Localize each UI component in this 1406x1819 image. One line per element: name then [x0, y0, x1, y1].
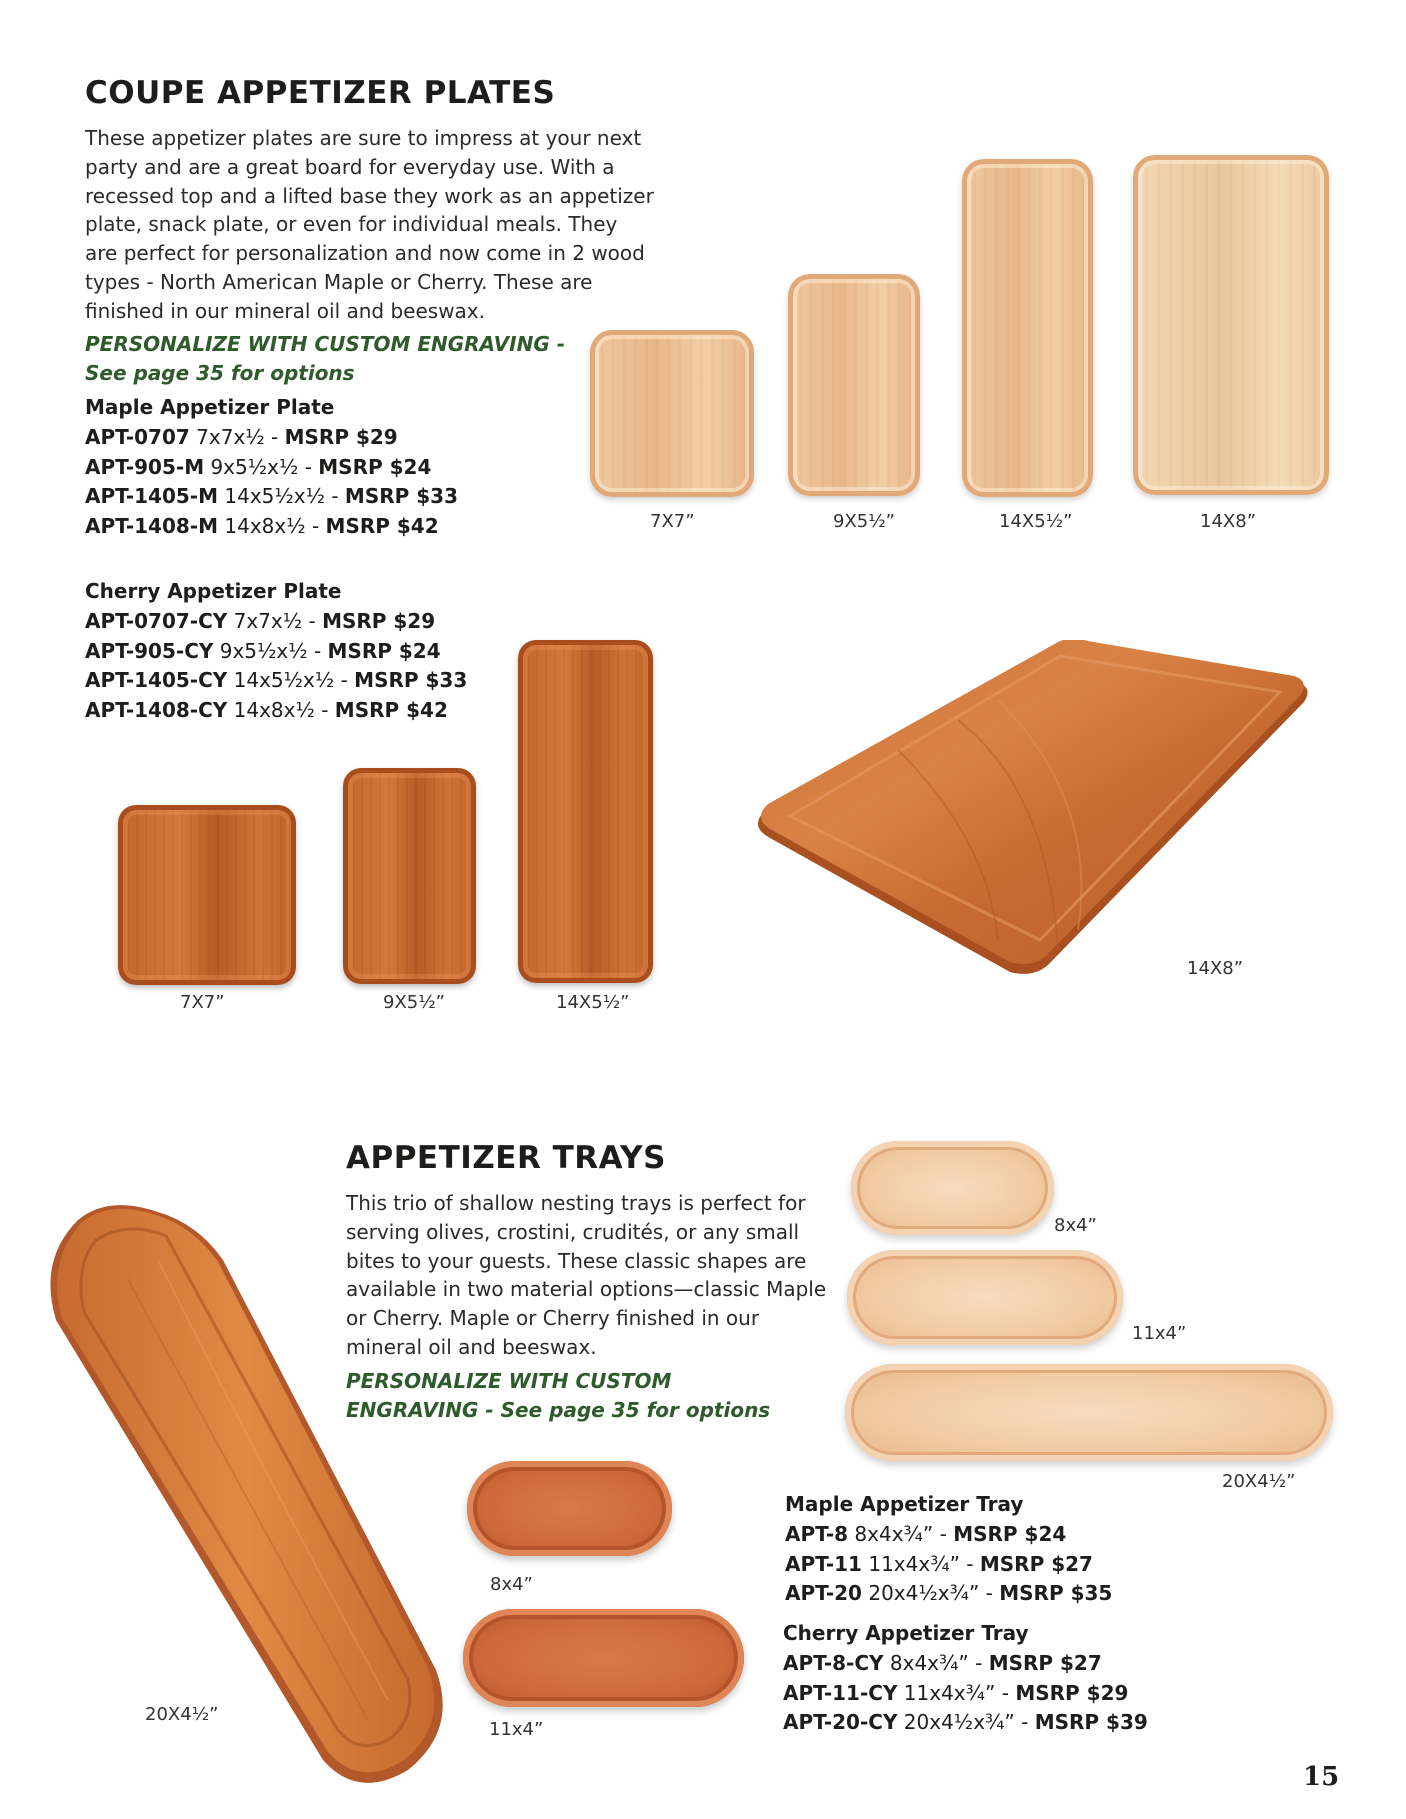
- coupe-description: These appetizer plates are sure to impress at your next party and are a great board for everyday use. With a recessed top and a lifted base they work as an appetizer plate, snack plate, or even for individual meals. They are perfect for personalization and now come in 2 wood types - North American Maple or Cherry. These are finished in our mineral oil and beeswax.: [85, 126, 654, 323]
- size: 8x4x¾” -: [883, 1650, 989, 1675]
- sku: APT-0707-CY: [85, 608, 228, 633]
- sku: APT-1408-M: [85, 514, 219, 539]
- maple-plate-7x7-image: [590, 330, 754, 497]
- size: 14x5½x½ -: [218, 484, 345, 509]
- sku: APT-8-CY: [783, 1650, 884, 1675]
- size: 11x4x¾” -: [861, 1551, 980, 1576]
- price: MSRP $24: [953, 1521, 1067, 1546]
- sku: APT-11: [785, 1551, 862, 1576]
- price-line: [785, 1579, 1112, 1609]
- price-line: [785, 1550, 1112, 1580]
- price-line: [85, 637, 467, 667]
- size: 14x8x½ -: [218, 514, 326, 539]
- size: 7x7x½ -: [189, 424, 285, 449]
- caption-cherry-14x8: 14X8”: [1187, 958, 1244, 979]
- cherry-plate-14x5-image: [518, 640, 653, 983]
- caption-cherry-14x5: 14X5½”: [556, 992, 630, 1013]
- maple-tray-price-list: [785, 1490, 1112, 1609]
- price: MSRP $42: [334, 698, 448, 723]
- price-line: [85, 453, 458, 483]
- price: MSRP $29: [322, 608, 436, 633]
- price: MSRP $33: [354, 668, 468, 693]
- caption-cherry-7x7: 7X7”: [180, 992, 225, 1013]
- sku: APT-905-CY: [85, 638, 214, 663]
- sku: APT-8: [785, 1521, 849, 1546]
- caption-cherry-tray-20x4: 20X4½”: [145, 1704, 219, 1725]
- coupe-section-title: COUPE APPETIZER PLATES: [85, 75, 556, 111]
- cherry-tray-20x4-angled-image: [48, 1200, 458, 1790]
- maple-tray-11x4-image: [847, 1250, 1123, 1345]
- cherry-plate-price-list: [85, 577, 467, 726]
- price: MSRP $29: [1015, 1680, 1129, 1705]
- trays-promo-line-1: PERSONALIZE WITH CUSTOM: [346, 1369, 672, 1393]
- price-line: [783, 1708, 1148, 1738]
- price: MSRP $39: [1034, 1710, 1148, 1735]
- sku: APT-20-CY: [783, 1710, 898, 1735]
- trays-promo-line-2: ENGRAVING - See page 35 for options: [346, 1397, 771, 1422]
- sku: APT-905-M: [85, 454, 205, 479]
- caption-maple-14x5: 14X5½”: [999, 511, 1073, 532]
- price: MSRP $27: [988, 1650, 1102, 1675]
- size: 14x5½x½ -: [227, 668, 355, 693]
- caption-cherry-9x5: 9X5½”: [383, 992, 446, 1013]
- size: 20x4½x¾” -: [861, 1581, 1000, 1606]
- maple-tray-title: Maple Appetizer Tray: [785, 1492, 1024, 1516]
- size: 11x4x¾” -: [897, 1680, 1016, 1705]
- cherry-tray-8x4-image: [467, 1461, 672, 1556]
- caption-cherry-tray-8x4: 8x4”: [490, 1574, 533, 1595]
- price: MSRP $29: [284, 424, 398, 449]
- cherry-plate-14x8-angled-image: [748, 640, 1318, 980]
- size: 9x5½x½ -: [213, 638, 328, 663]
- price-line: [783, 1679, 1148, 1709]
- cherry-tray-11x4-image: [463, 1609, 744, 1707]
- price-line: [85, 666, 467, 696]
- sku: APT-0707: [85, 424, 190, 449]
- sku: APT-20: [785, 1581, 862, 1606]
- maple-plate-9x5-image: [788, 274, 920, 496]
- size: 20x4½x¾” -: [897, 1710, 1035, 1735]
- sku: APT-11-CY: [783, 1680, 898, 1705]
- price-line: [85, 696, 467, 726]
- page-number: 15: [1303, 1762, 1340, 1792]
- trays-description: This trio of shallow nesting trays is perfect for serving olives, crostini, crudités, or any small bites to your guests. These classic shapes are available in two material options—classic Maple or Cherry. Maple or Cherry finished in our mineral oil and beeswax.: [346, 1191, 827, 1359]
- price: MSRP $24: [318, 454, 432, 479]
- price: MSRP $33: [344, 484, 458, 509]
- sku: APT-1408-CY: [85, 698, 228, 723]
- sku: APT-1405-CY: [85, 668, 228, 693]
- caption-maple-tray-20x4: 20X4½”: [1222, 1471, 1296, 1492]
- coupe-engraving-promo: [85, 330, 565, 388]
- price: MSRP $27: [979, 1551, 1093, 1576]
- cherry-plate-7x7-image: [118, 805, 296, 985]
- cherry-tray-title: Cherry Appetizer Tray: [783, 1621, 1029, 1645]
- price: MSRP $42: [325, 514, 439, 539]
- price-line: [85, 423, 458, 453]
- maple-tray-20x4-image: [845, 1364, 1333, 1461]
- caption-maple-7x7: 7X7”: [650, 511, 695, 532]
- trays-section-title: APPETIZER TRAYS: [346, 1140, 666, 1176]
- caption-maple-14x8: 14X8”: [1200, 511, 1257, 532]
- caption-maple-tray-8x4: 8x4”: [1054, 1215, 1097, 1236]
- size: 14x8x½ -: [227, 698, 335, 723]
- price-line: [85, 512, 458, 542]
- price-line: [785, 1520, 1112, 1550]
- cherry-plate-title: Cherry Appetizer Plate: [85, 579, 342, 603]
- sku: APT-1405-M: [85, 484, 219, 509]
- cherry-plate-9x5-image: [343, 768, 476, 984]
- maple-plate-14x8-image: [1133, 155, 1329, 495]
- price-line: [85, 482, 458, 512]
- maple-plate-price-list: [85, 393, 458, 542]
- price-line: [783, 1649, 1148, 1679]
- maple-plate-title: Maple Appetizer Plate: [85, 395, 335, 419]
- cherry-tray-price-list: [783, 1619, 1148, 1738]
- price-line: [85, 607, 467, 637]
- coupe-promo-line-1: PERSONALIZE WITH CUSTOM ENGRAVING -: [85, 332, 566, 356]
- caption-maple-9x5: 9X5½”: [833, 511, 896, 532]
- maple-plate-14x5-image: [962, 159, 1093, 497]
- coupe-promo-line-2: See page 35 for options: [85, 360, 355, 385]
- caption-maple-tray-11x4: 11x4”: [1132, 1323, 1187, 1344]
- size: 8x4x¾” -: [848, 1521, 954, 1546]
- size: 9x5½x½ -: [204, 454, 319, 479]
- price: MSRP $24: [327, 638, 441, 663]
- size: 7x7x½ -: [227, 608, 323, 633]
- maple-tray-8x4-image: [851, 1141, 1054, 1235]
- price: MSRP $35: [999, 1581, 1113, 1606]
- caption-cherry-tray-11x4: 11x4”: [489, 1719, 544, 1740]
